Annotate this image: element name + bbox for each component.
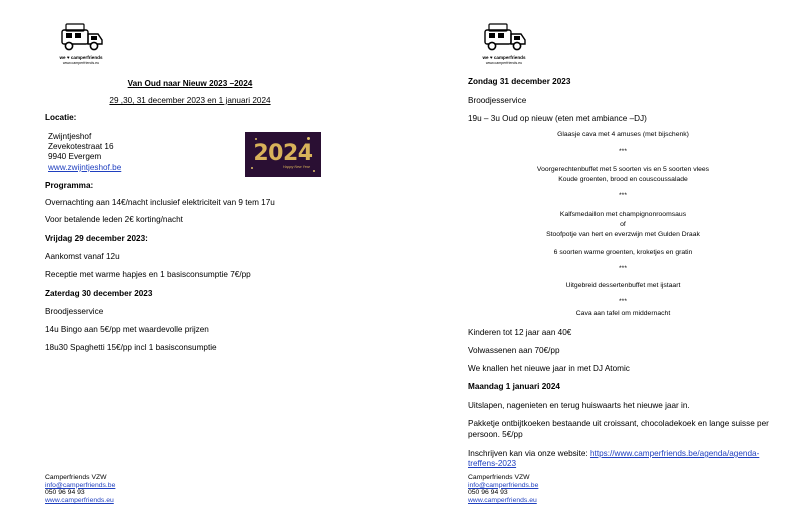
- menu-separator: ***: [619, 265, 627, 272]
- image-happy-new-year-text: Happy New Year: [283, 165, 310, 169]
- camper-van-icon: [481, 22, 527, 54]
- menu-line: Cava aan tafel om middernacht: [575, 310, 671, 317]
- arrival-text: Aankomst vanaf 12u: [45, 252, 120, 261]
- register-label: Inschrijven kan via onze website:: [468, 449, 588, 458]
- camperfriends-logo: [473, 22, 535, 68]
- footer-org: Camperfriends VZW: [468, 474, 530, 481]
- logo-text: we ♥ camperfriends: [59, 55, 103, 60]
- monday-heading: Maandag 1 januari 2024: [468, 382, 560, 391]
- location-name: Zwijntjeshof: [48, 132, 92, 141]
- breakfast-price-text: persoon. 5€/pp: [468, 430, 523, 439]
- program-heading: Programma:: [45, 181, 94, 190]
- camper-van-icon: [58, 22, 104, 54]
- members-discount-text: Voor betalende leden 2€ korting/nacht: [45, 215, 183, 224]
- footer-right: [468, 474, 538, 505]
- menu-separator: ***: [619, 148, 627, 155]
- menu-separator: ***: [619, 192, 627, 199]
- footer-left: [45, 474, 115, 505]
- location-city: 9940 Evergem: [48, 152, 102, 161]
- bread-service-sunday-text: Broodjesservice: [468, 96, 527, 105]
- footer-email-link[interactable]: info@camperfriends.be: [45, 481, 116, 489]
- menu-line: 6 soorten warme groenten, kroketjes en gratin: [553, 249, 693, 256]
- new-year-2024-image: [245, 132, 321, 177]
- menu-line: Kalfsmedaillon met champignonroomsaus: [559, 211, 687, 218]
- dj-text: We knallen het nieuwe jaar in met DJ Atomic: [468, 364, 630, 373]
- bingo-text: 14u Bingo aan 5€/pp met waardevolle prijzen: [45, 325, 209, 334]
- friday-heading: Vrijdag 29 december 2023:: [45, 234, 148, 243]
- menu-line: of: [620, 221, 626, 228]
- menu-separator: ***: [619, 298, 627, 305]
- camperfriends-logo: [50, 22, 112, 68]
- logo-url: www.camperfriends.eu: [62, 61, 100, 65]
- location-heading: Locatie:: [45, 113, 77, 122]
- saturday-heading: Zaterdag 30 december 2023: [45, 289, 153, 298]
- image-2024-text: 2024: [253, 141, 313, 166]
- event-title: Van Oud naar Nieuw 2023 –2024: [127, 79, 253, 88]
- menu-line: Uitgebreid dessertenbuffet met ijstaart: [565, 282, 681, 289]
- sleep-text: Uitslapen, nagenieten en terug huiswaarts het nieuwe jaar in.: [468, 401, 690, 410]
- reception-text: Receptie met warme hapjes en 1 basisconsumptie 7€/pp: [45, 270, 251, 279]
- logo-text: we ♥ camperfriends: [482, 55, 526, 60]
- menu-line: Stoofpotje van hert en everzwijn met Gulden Draak: [546, 231, 700, 238]
- spaghetti-text: 18u30 Spaghetti 15€/pp incl 1 basisconsumptie: [45, 343, 217, 352]
- adults-price-text: Volwassenen aan 70€/pp: [468, 346, 560, 355]
- overnight-text: Overnachting aan 14€/nacht inclusief elektriciteit van 9 tem 17u: [45, 198, 275, 207]
- location-street: Zevekotestraat 16: [48, 142, 114, 151]
- footer-web-link[interactable]: www.camperfriends.eu: [468, 497, 537, 505]
- footer-email-link[interactable]: info@camperfriends.be: [468, 481, 539, 489]
- register-link[interactable]: https://www.camperfriends.be/agenda/agenda-: [589, 449, 760, 458]
- menu-line: Voorgerechtenbuffet met 5 soorten vis en 5 soorten vlees: [536, 166, 710, 173]
- location-website-link[interactable]: www.zwijntjeshof.be: [48, 163, 122, 172]
- logo-url: www.camperfriends.eu: [485, 61, 523, 65]
- bread-service-text: Broodjesservice: [45, 307, 104, 316]
- children-price-text: Kinderen tot 12 jaar aan 40€: [468, 328, 572, 337]
- page-right: [400, 0, 799, 532]
- register-text: [468, 449, 759, 459]
- event-dates: 29 ,30, 31 december 2023 en 1 januari 2024: [109, 96, 271, 105]
- footer-org: Camperfriends VZW: [45, 474, 107, 481]
- menu-line: Koude groenten, brood en couscoussalade: [558, 176, 688, 183]
- newyear-party-text: 19u – 3u Oud op nieuw (eten met ambiance –DJ): [468, 114, 647, 123]
- sunday-heading: Zondag 31 december 2023: [468, 77, 571, 86]
- page-left: [0, 0, 399, 532]
- menu-line: Glaasje cava met 4 amuses (met bijschenk): [557, 131, 689, 138]
- register-link-continued[interactable]: treffens-2023: [468, 459, 517, 468]
- breakfast-text: Pakketje ontbijtkoeken bestaande uit croissant, chocoladekoek en lange suisse per: [468, 419, 769, 428]
- footer-phone: 050 96 94 93: [45, 489, 85, 497]
- footer-phone: 050 96 94 93: [468, 489, 508, 497]
- footer-web-link[interactable]: www.camperfriends.eu: [45, 497, 114, 505]
